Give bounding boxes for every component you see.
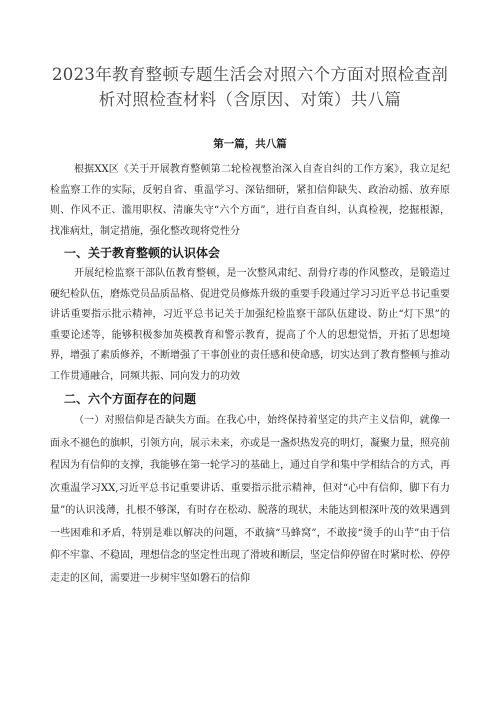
- problems-paragraph: （一）对照信仰是否缺失方面。在我心中，始终保持着坚定的共产主义信仰，就像一面永不褪色的旗帜，引领方向，展示未来，亦或是一盏炽热发亮的明灯，凝聚力量，照亮前程因为有信仰的支撑，我能够在第一轮学习的基础上，通过自学和集中学相结合的方式，再次重温学习XX,习近平总书记重要讲话、重要指示批示精神，但对“心中有信仰，脚下有力量”的认识浅薄，扎根不够深，有时存在松动、脱落的现状，未能达到根深叶茂的效果遇到一些困难和矛盾，特别是难以解决的问题，不敢摘“马蜂窝”，不敢接“烫手的山芋”由于信仰不牢靠、不稳固，理想信念的坚定性出现了滑坡和断层，坚定信仰停留在时紧时松、停停走走的区间，需要进一步树牢坚如磐石的信仰: [50, 415, 450, 584]
- understanding-paragraph: 开展纪检监察干部队伍教育整顿，是一次整风肃纪、刮骨疗毒的作风整改，是锻造过硬纪检队伍，磨炼党员品质品格、促进党员修炼升级的重要手段通过学习习近平总书记重要讲话重要指示批示精神，习近平总书记关于加强纪检监察干部队伍建设、防止“灯下黑”的重要论述等，能够积极参加英模教育和警示教育，提高了个人的思想觉悟，开拓了思想境界，增强了素质修养，不断增强了干事创业的责任感和使命感，切实达到了教育整顿与推动工作贯通融合，同频共振、同向发力的功效: [50, 268, 450, 382]
- heading-understanding: 一、关于教育整顿的认识体会: [64, 246, 221, 260]
- heading-problems: 二、六个方面存在的问题: [64, 392, 197, 406]
- document-title: 2023年教育整顿专题生活会对照六个方面对照检查剖析对照检查材料（含原因、对策）共八篇: [52, 65, 448, 109]
- section-label: 第一篇，共八篇: [213, 138, 287, 150]
- intro-paragraph: 根据XX区《关于开展教育整顿第二轮检视整治深入自查自纠的工作方案》，我立足纪检监察工作的实际，反躬自省、重温学习、深钻细研，紧扣信仰缺失、政治动摇、放弃原则、作风不正、滥用职权、清廉失守“六个方面”，进行自查自纠，认真检视，挖掘根源，找准病灶，制定措施，强化整改现将党性分: [50, 164, 450, 237]
